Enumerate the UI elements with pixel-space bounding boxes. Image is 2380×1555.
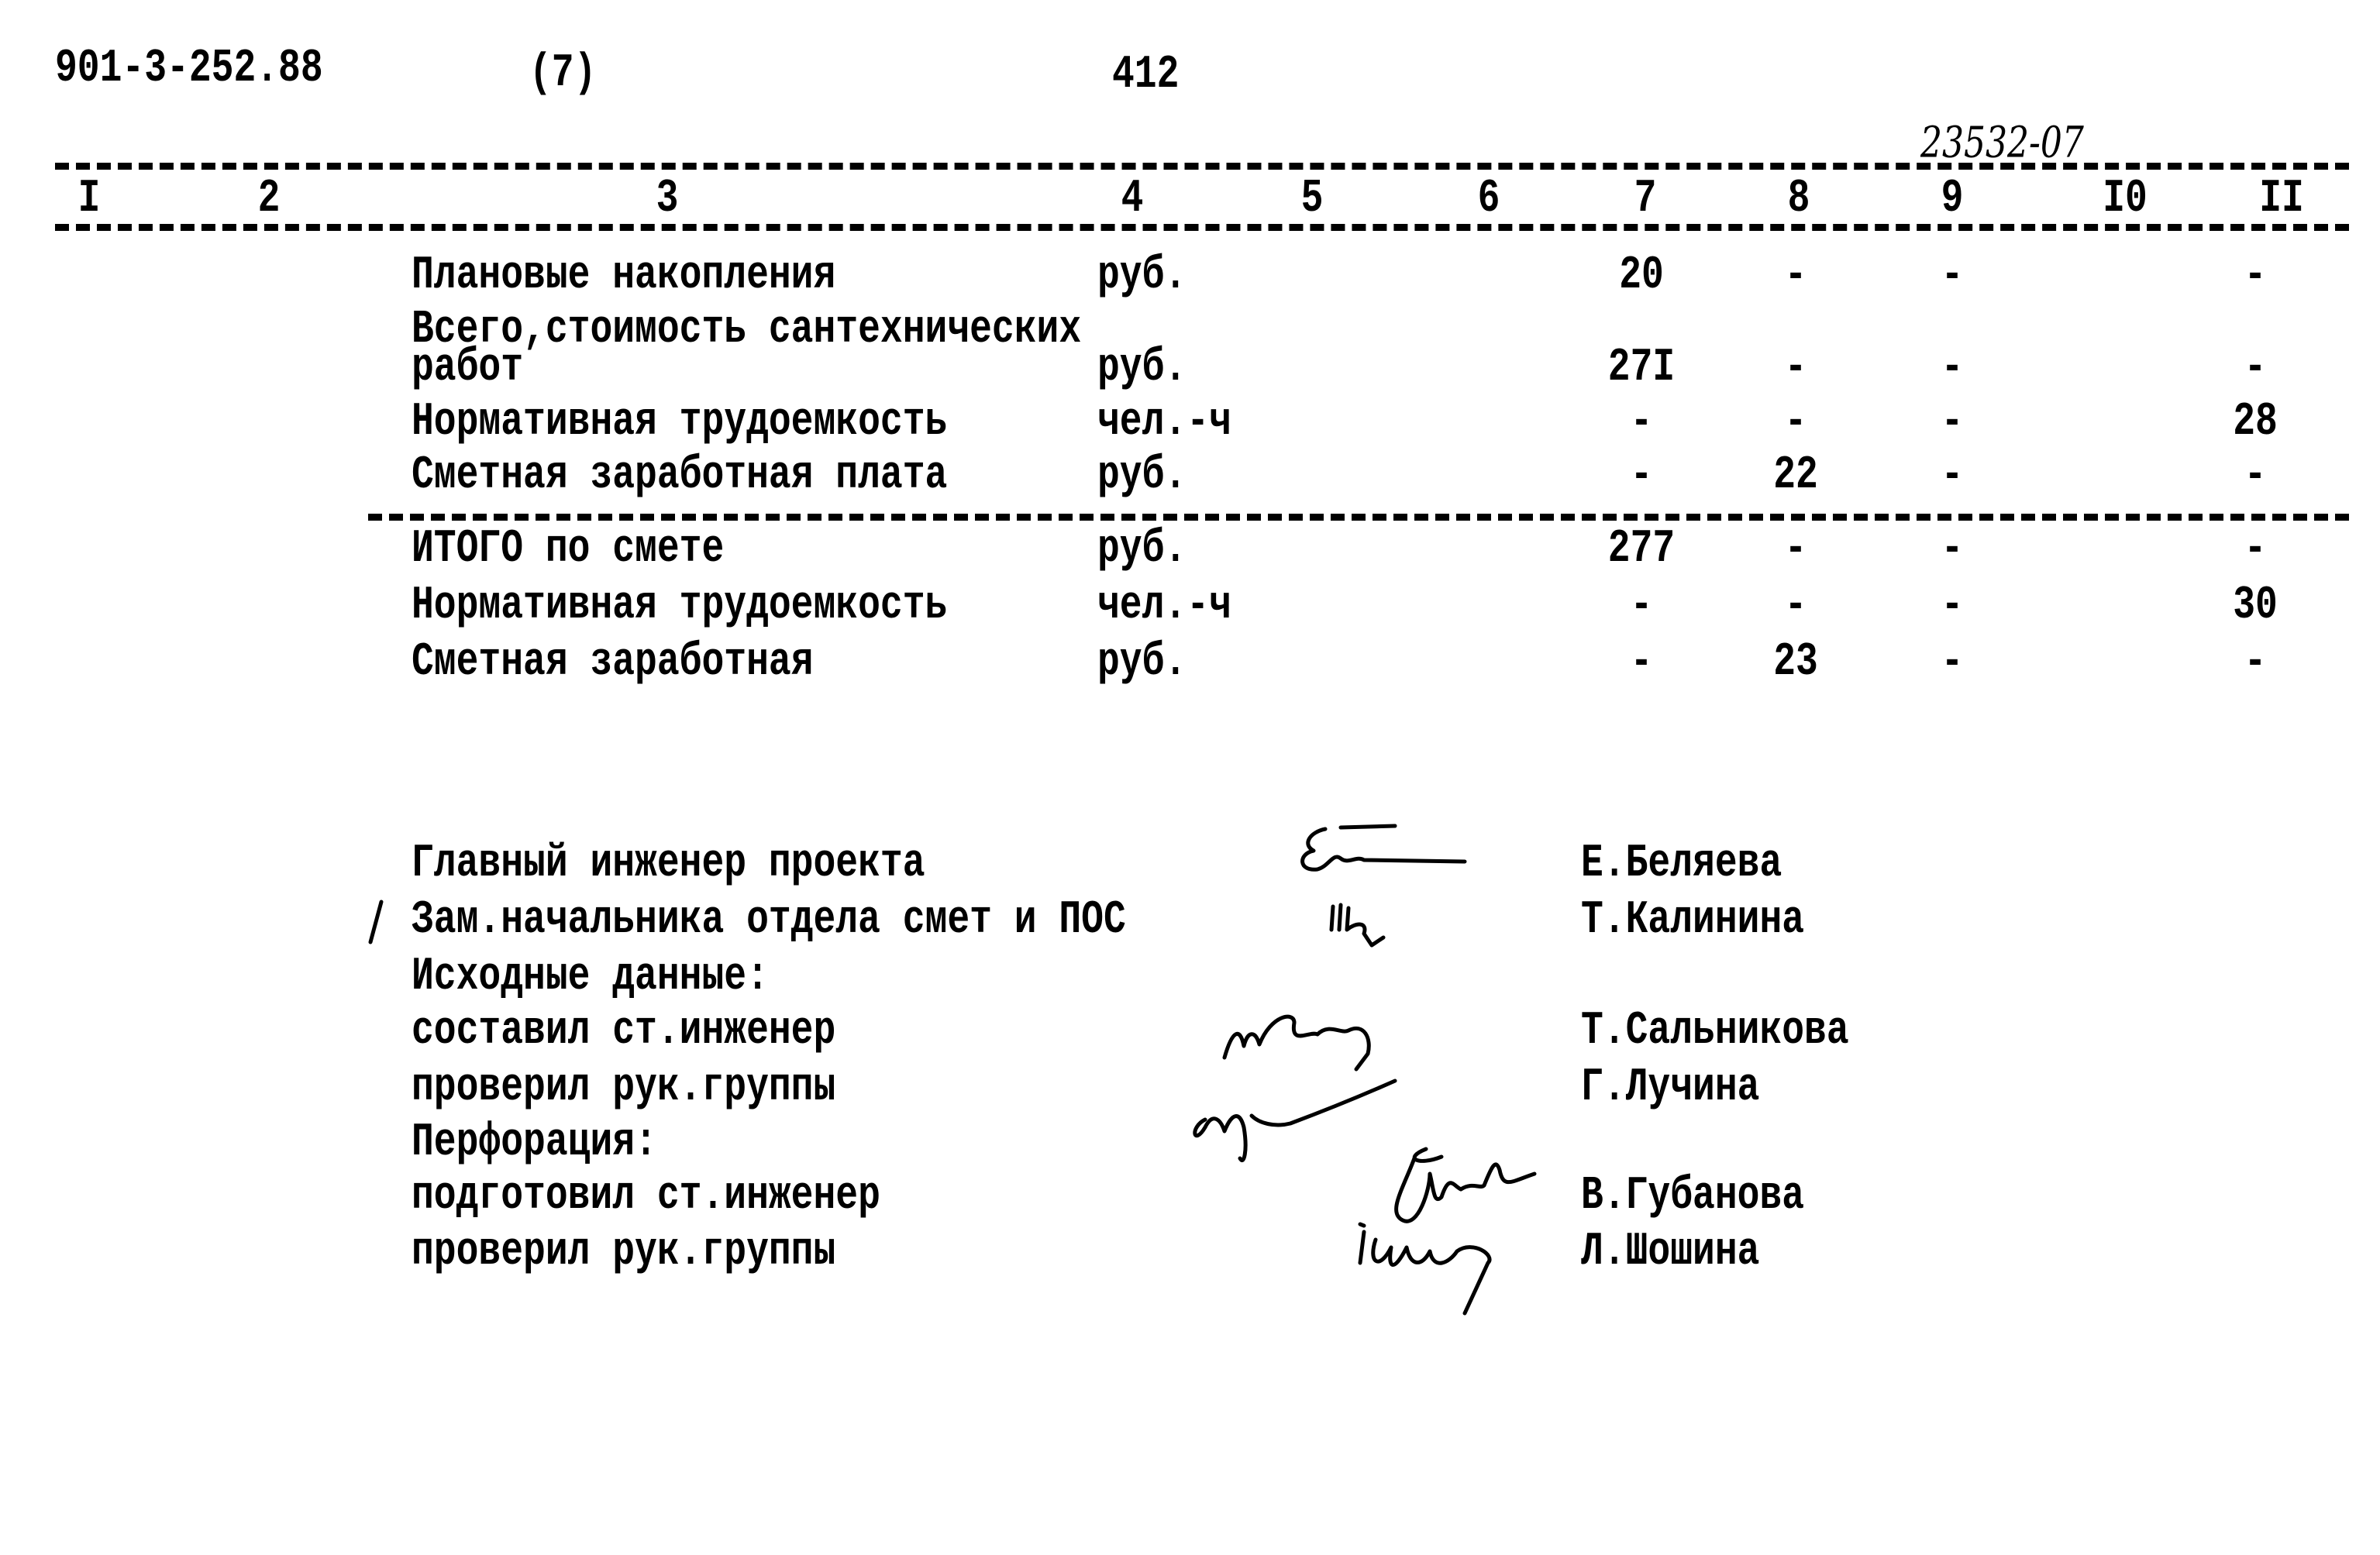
cell-col11: -: [2244, 636, 2267, 689]
signature-role: проверил рук.группы: [412, 1226, 836, 1278]
cell-col8: -: [1784, 523, 1807, 576]
row-unit: руб.: [1097, 449, 1187, 502]
column-number: 2: [257, 173, 281, 225]
cell-col9: -: [1941, 636, 1964, 689]
row-label: Плановые накопления: [412, 249, 836, 302]
cell-col11: -: [2244, 449, 2267, 502]
table-header-rule: [55, 224, 2349, 231]
signature-role: проверил рук.группы: [412, 1061, 836, 1114]
signatory-name: Е.Беляева: [1581, 838, 1782, 890]
cell-col11: -: [2244, 342, 2267, 394]
column-number: 6: [1477, 173, 1500, 225]
cell-col9: -: [1941, 396, 1964, 449]
cell-col11: 30: [2233, 580, 2278, 632]
cell-col8: -: [1784, 396, 1807, 449]
document-code: 901-3-252.88: [55, 43, 323, 95]
cell-col7: -: [1630, 580, 1653, 632]
page-number: 412: [1112, 49, 1180, 101]
column-number: 5: [1300, 173, 1324, 225]
table-top-rule: [55, 163, 2349, 170]
signatory-name: Т.Сальникова: [1581, 1005, 1849, 1058]
handwritten-signature-salnikova: [1217, 999, 1418, 1077]
row-unit: руб.: [1097, 523, 1187, 576]
column-number: 7: [1634, 173, 1657, 225]
row-unit: руб.: [1097, 342, 1187, 394]
signature-role: составил ст.инженер: [412, 1005, 836, 1058]
cell-col9: -: [1941, 249, 1964, 302]
cell-col7: 27I: [1607, 342, 1676, 394]
signatory-name: Т.Калинина: [1581, 894, 1805, 947]
column-number: II: [2259, 173, 2304, 225]
row-label: Нормативная трудоемкость: [412, 580, 948, 632]
cell-col11: -: [2244, 249, 2267, 302]
signatory-name: Л.Шошина: [1581, 1226, 1760, 1278]
column-number: I: [77, 173, 101, 225]
cell-col8: -: [1784, 342, 1807, 394]
section-label: Перфорация:: [412, 1116, 657, 1169]
cell-col11: -: [2244, 523, 2267, 576]
handwritten-signature-kalinina: [1325, 899, 1403, 961]
column-number: 8: [1787, 173, 1810, 225]
handwritten-signature-belyaeva: [1294, 821, 1488, 883]
cell-col8: 22: [1773, 449, 1818, 502]
row-unit: чел.-ч: [1097, 580, 1231, 632]
cell-col8: -: [1784, 580, 1807, 632]
signature-role: Зам.начальника отдела смет и ПОС: [412, 894, 1126, 947]
column-number: I0: [2103, 173, 2148, 225]
row-label: Сметная заработная: [412, 636, 814, 689]
margin-mark: [364, 899, 387, 945]
cell-col8: -: [1784, 249, 1807, 302]
cell-col9: -: [1941, 580, 1964, 632]
cell-col11: 28: [2233, 396, 2278, 449]
cell-col9: -: [1941, 523, 1964, 576]
row-label: Всего,стоимость сантехнических: [412, 304, 1082, 356]
handwritten-signature-shoshina: [1348, 1216, 1550, 1317]
cell-col7: 277: [1607, 523, 1676, 576]
column-number: 4: [1121, 173, 1144, 225]
cell-col9: -: [1941, 449, 1964, 502]
row-label: ИТОГО по смете: [412, 523, 725, 576]
row-label: Сметная заработная плата: [412, 449, 948, 502]
cell-col7: 20: [1619, 249, 1664, 302]
signature-role: подготовил ст.инженер: [412, 1170, 880, 1223]
section-label: Исходные данные:: [412, 951, 769, 1003]
signatory-name: В.Губанова: [1581, 1170, 1805, 1223]
cell-col8: 23: [1773, 636, 1818, 689]
section-number: (7): [529, 47, 597, 100]
row-unit: чел.-ч: [1097, 396, 1231, 449]
totals-rule: [368, 514, 2349, 521]
cell-col7: -: [1630, 449, 1653, 502]
signatory-name: Г.Лучина: [1581, 1061, 1760, 1114]
cell-col9: -: [1941, 342, 1964, 394]
column-number: 9: [1941, 173, 1964, 225]
row-unit: руб.: [1097, 249, 1187, 302]
column-number: 3: [656, 173, 679, 225]
cell-col7: -: [1630, 636, 1653, 689]
handwritten-inventory-number: 23532-07: [1920, 118, 2084, 168]
signature-role: Главный инженер проекта: [412, 838, 925, 890]
cell-col7: -: [1630, 396, 1653, 449]
row-unit: руб.: [1097, 636, 1187, 689]
row-label-continued: работ: [412, 342, 524, 394]
row-label: Нормативная трудоемкость: [412, 396, 948, 449]
